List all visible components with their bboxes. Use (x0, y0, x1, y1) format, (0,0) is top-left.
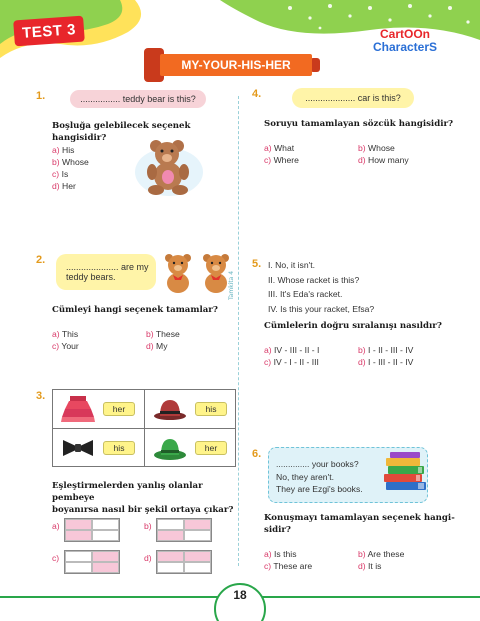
option-key: d) (358, 155, 366, 165)
q4-option-c[interactable] (264, 154, 299, 166)
option-key: a) (52, 145, 60, 155)
grid-cell (157, 519, 184, 530)
option-key: c) (264, 561, 272, 571)
option-text: Whose (62, 157, 89, 167)
q2-bubble (56, 254, 156, 290)
column-divider (238, 96, 239, 566)
option-key: d) (144, 553, 152, 563)
grid-cell (92, 551, 119, 562)
q2-option-a[interactable] (52, 328, 78, 340)
stack-of-books-icon (382, 450, 428, 494)
grid-cell (184, 530, 211, 541)
cartoon-characters-logo (366, 28, 444, 56)
q5-option-d[interactable] (358, 356, 413, 368)
grid-horizontal-line (53, 428, 235, 429)
two-teddy-bears-icon (160, 250, 236, 294)
q5-sentences (268, 258, 374, 316)
logo-line-1: CartOOn (379, 27, 430, 41)
grid-cell (65, 519, 92, 530)
q5-option-c[interactable] (264, 356, 319, 368)
option-text: What (274, 143, 295, 153)
q6-option-d[interactable] (358, 560, 381, 572)
q3-option-c-grid[interactable] (64, 550, 120, 574)
option-text: It is (368, 561, 382, 571)
q6-dialogue-line-3: They are Ezgi's books. (276, 484, 363, 494)
grid-cell (65, 551, 92, 562)
q3-option-d-key (144, 552, 152, 564)
option-text: His (62, 145, 75, 155)
option-text: I - II - III - IV (368, 345, 414, 355)
test-badge: TEST 3 (13, 16, 85, 47)
grid-cell (65, 530, 92, 541)
option-text: Is this (274, 549, 297, 559)
q3-label-2: his (195, 402, 227, 416)
q6-option-c[interactable] (264, 560, 312, 572)
option-text: I - III - II - IV (368, 357, 414, 367)
option-key: a) (264, 345, 272, 355)
q3-option-b-key (144, 520, 152, 532)
option-text: Where (273, 155, 299, 165)
option-key: b) (144, 521, 152, 531)
q6-dialogue (276, 458, 363, 496)
q4-option-b[interactable] (358, 142, 395, 154)
q4-question: Soruyu tamamlayan sözcük hangisidir? (264, 119, 454, 129)
q1-option-b[interactable] (52, 156, 89, 168)
q4-number: 4. (252, 88, 262, 100)
q3-number: 3. (36, 390, 46, 402)
option-key: b) (146, 329, 154, 339)
option-text: How many (368, 155, 409, 165)
grid-cell (92, 530, 119, 541)
q3-label-3: his (103, 441, 135, 455)
q3-question-line-2: boyanırsa nasıl bir şekil ortaya çıkar? (52, 505, 234, 515)
grid-cell (184, 551, 211, 562)
q5-option-a[interactable] (264, 344, 319, 356)
q2-number: 2. (36, 254, 46, 266)
q1-option-a[interactable] (52, 144, 89, 156)
page-number: 18 (233, 588, 247, 602)
q1-question: Boşluğa gelebilecek seçenek hangisidir? (52, 121, 191, 143)
teddy-bear-icon (134, 136, 204, 198)
q1-options (52, 144, 89, 192)
logo-line-2: CharacterS (372, 40, 438, 54)
grid-cell (65, 562, 92, 573)
option-key: a) (52, 521, 60, 531)
red-hat-icon (153, 396, 187, 422)
option-key: b) (358, 549, 366, 559)
option-key: b) (358, 143, 366, 153)
q3-label-1: her (103, 402, 135, 416)
q4-option-d[interactable] (358, 154, 409, 166)
q1-number: 1. (36, 90, 46, 102)
q6-question-line-1: Konuşmayı tamamlayan seçenek hangi- (264, 513, 455, 523)
q2-bubble-line-1: ..................... are my (66, 262, 149, 272)
option-text: IV - I - II - III (273, 357, 319, 367)
option-text: IV - III - II - I (274, 345, 320, 355)
q5-sentence-3: III. It's Eda's racket. (268, 289, 343, 299)
option-key: b) (358, 345, 366, 355)
option-key: a) (264, 143, 272, 153)
q3-label-4: her (195, 441, 227, 455)
q3-option-c-key (52, 552, 59, 564)
grid-cell (184, 562, 211, 573)
option-key: d) (358, 561, 366, 571)
q3-question-line-1: Eşleştirmelerden yanlış olanlar pembeye (52, 481, 203, 503)
q1-option-d[interactable] (52, 180, 89, 192)
option-text: Your (61, 341, 79, 351)
pink-skirt-icon (61, 394, 95, 424)
q3-option-a-key (52, 520, 60, 532)
q5-number: 5. (252, 258, 262, 270)
option-key: d) (146, 341, 154, 351)
option-text: This (61, 329, 79, 339)
q2-option-b[interactable] (146, 328, 180, 340)
q3-option-b-grid[interactable] (156, 518, 212, 542)
option-key: c) (264, 357, 272, 367)
q1-option-c[interactable] (52, 168, 89, 180)
q2-option-d[interactable] (146, 340, 168, 352)
side-watermark-text: Tamkita 4 (228, 270, 235, 300)
option-key: a) (264, 549, 272, 559)
q5-question: Cümlelerin doğru sıralanışı nasıldır? (264, 321, 442, 331)
q6-option-b[interactable] (358, 548, 404, 560)
q2-bubble-line-2: teddy bears. (66, 272, 116, 282)
grid-cell (157, 562, 184, 573)
option-key: b) (52, 157, 60, 167)
page-title: MY-YOUR-HIS-HER (160, 54, 312, 76)
option-key: c) (52, 169, 60, 179)
option-text: Whose (368, 143, 395, 153)
option-key: d) (358, 357, 366, 367)
q6-number: 6. (252, 448, 262, 460)
option-key: c) (264, 155, 272, 165)
grid-cell (92, 519, 119, 530)
grid-cell (157, 530, 184, 541)
q4-bubble: .................... car is this? (292, 88, 414, 108)
option-key: a) (52, 329, 60, 339)
q3-matching-grid (52, 389, 236, 467)
grid-cell (157, 551, 184, 562)
q5-option-b[interactable] (358, 344, 413, 356)
q4-option-a[interactable] (264, 142, 294, 154)
q3-question (52, 480, 236, 516)
q5-sentence-1: I. No, it isn't. (268, 260, 316, 270)
q6-dialogue-line-1: .............. your books? (276, 459, 359, 469)
q6-question (264, 512, 464, 536)
option-text: Are these (367, 549, 405, 559)
q3-option-d-grid[interactable] (156, 550, 212, 574)
option-key: d) (52, 181, 60, 191)
q6-dialogue-line-2: No, they aren't. (276, 471, 335, 482)
green-hat-icon (153, 434, 187, 462)
q1-bubble: ................ teddy bear is this? (70, 90, 206, 108)
option-text: My (156, 341, 168, 351)
q6-option-a[interactable] (264, 548, 297, 560)
q2-question: Cümleyi hangi seçenek tamamlar? (52, 305, 218, 315)
black-bow-tie-icon (61, 434, 95, 462)
q2-option-c[interactable] (52, 340, 79, 352)
q6-question-line-2: sidir? (264, 525, 291, 535)
q5-sentence-4: IV. Is this your racket, Efsa? (268, 303, 375, 314)
option-text: Is (61, 169, 69, 179)
q3-option-a-grid[interactable] (64, 518, 120, 542)
q5-sentence-2: II. Whose racket is this? (268, 274, 360, 285)
option-key: c) (52, 553, 60, 563)
option-text: Her (62, 181, 76, 191)
option-text: These (155, 329, 180, 339)
grid-cell (184, 519, 211, 530)
grid-cell (92, 562, 119, 573)
option-text: These are (273, 561, 313, 571)
option-key: c) (52, 341, 60, 351)
